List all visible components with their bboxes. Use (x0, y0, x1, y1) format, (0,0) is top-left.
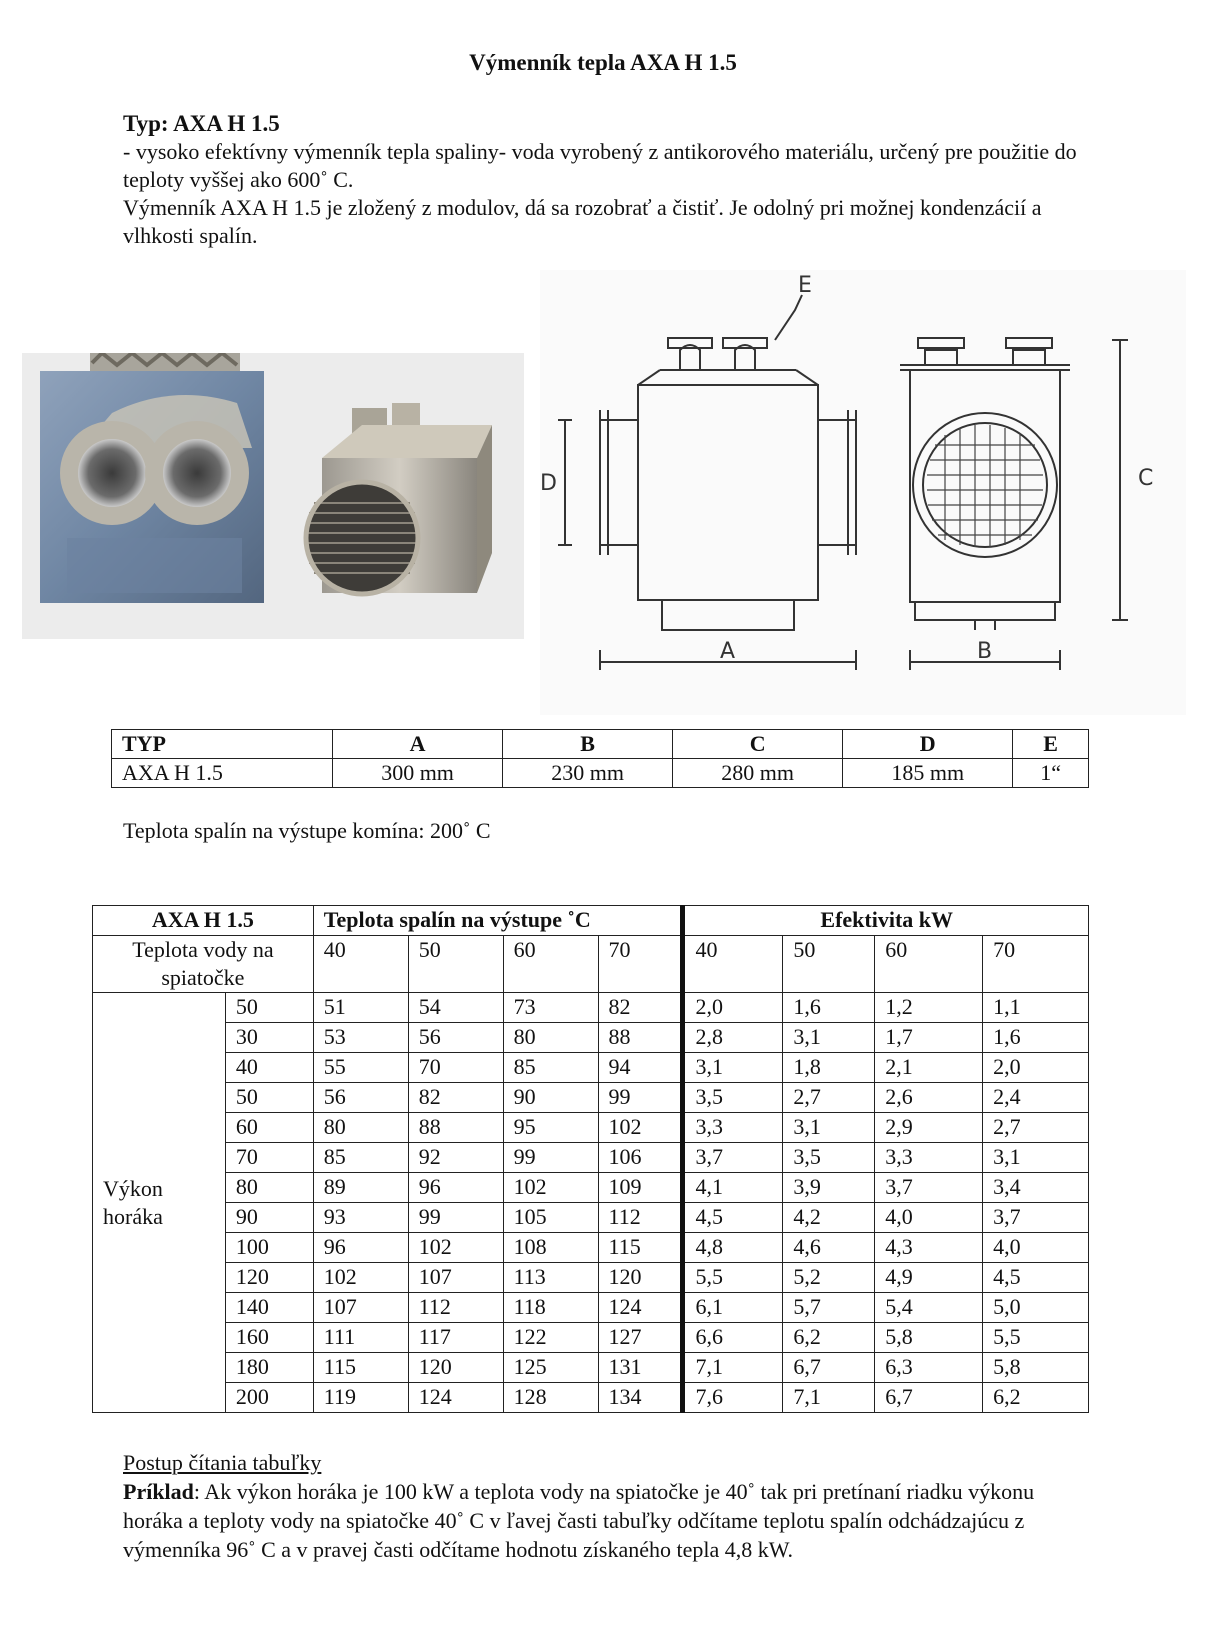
perf-flue-cell: 106 (598, 1143, 683, 1173)
dimensions-header-row (112, 730, 1089, 759)
perf-water-row (93, 936, 1089, 993)
perf-flue-cell: 105 (503, 1203, 598, 1233)
perf-flue-cell: 96 (408, 1173, 503, 1203)
perf-flue-cell: 70 (408, 1053, 503, 1083)
perf-flue-cell: 102 (408, 1233, 503, 1263)
perf-flue-cell: 109 (598, 1173, 683, 1203)
perf-eff-cell: 4,0 (875, 1203, 983, 1233)
perf-row (93, 1113, 1089, 1143)
perf-water-label: Teplota vody na spiatočke (93, 936, 314, 993)
intro-description: - vysoko efektívny výmenník tepla spaliny- voda vyrobený z antikorového materiálu, určený pre použitie do teploty vyššej ako 600˚ C. (123, 139, 1077, 192)
perf-body (93, 993, 1089, 1413)
perf-flue-cell: 120 (408, 1353, 503, 1383)
perf-eff-cell: 3,7 (683, 1143, 783, 1173)
perf-flue-temp-40: 40 (313, 936, 408, 993)
drawing-label-b: B (977, 639, 993, 664)
perf-eff-cell: 2,0 (683, 993, 783, 1023)
dims-header-c: C (673, 730, 843, 759)
perf-eff-temp-40: 40 (683, 936, 783, 993)
perf-flue-cell: 118 (503, 1293, 598, 1323)
dims-value-e: 1“ (1013, 759, 1089, 788)
perf-efficiency-header: Efektivita kW (683, 906, 1089, 936)
dims-value-a: 300 mm (333, 759, 503, 788)
perf-eff-cell: 1,7 (875, 1023, 983, 1053)
perf-eff-cell: 3,1 (983, 1143, 1089, 1173)
intro-modules: Výmenník AXA H 1.5 je zložený z modulov, dá sa rozobrať a čistiť. Je odolný pri možnej kondenzácií a vlhkosti spalín. (123, 195, 1042, 248)
reading-instructions (123, 1448, 1083, 1564)
perf-burner-power: 80 (225, 1173, 313, 1203)
perf-eff-cell: 2,9 (875, 1113, 983, 1143)
perf-flue-temp-60: 60 (503, 936, 598, 993)
perf-flue-cell: 112 (408, 1293, 503, 1323)
perf-flue-cell: 102 (503, 1173, 598, 1203)
dims-value-b: 230 mm (503, 759, 673, 788)
perf-eff-cell: 5,7 (783, 1293, 875, 1323)
perf-flue-cell: 134 (598, 1383, 683, 1413)
perf-eff-cell: 5,5 (683, 1263, 783, 1293)
perf-flue-cell: 107 (313, 1293, 408, 1323)
dims-header-d: D (843, 730, 1013, 759)
performance-table (92, 905, 1089, 1413)
perf-row (93, 1203, 1089, 1233)
perf-flue-cell: 122 (503, 1323, 598, 1353)
perf-eff-cell: 2,6 (875, 1083, 983, 1113)
perf-eff-cell: 5,8 (875, 1323, 983, 1353)
dimensions-table (111, 729, 1089, 788)
instructions-example (123, 1477, 1083, 1564)
perf-row (93, 1293, 1089, 1323)
perf-flue-cell: 124 (408, 1383, 503, 1413)
perf-eff-cell: 2,8 (683, 1023, 783, 1053)
perf-flue-cell: 94 (598, 1053, 683, 1083)
perf-eff-cell: 5,8 (983, 1353, 1089, 1383)
perf-eff-cell: 4,2 (783, 1203, 875, 1233)
perf-burner-power: 50 (225, 1083, 313, 1113)
perf-flue-cell: 80 (313, 1113, 408, 1143)
dimensions-value-row (112, 759, 1089, 788)
perf-flue-cell: 73 (503, 993, 598, 1023)
perf-flue-cell: 89 (313, 1173, 408, 1203)
perf-burner-power: 160 (225, 1323, 313, 1353)
perf-flue-cell: 117 (408, 1323, 503, 1353)
perf-row (93, 1263, 1089, 1293)
perf-eff-cell: 1,1 (983, 993, 1089, 1023)
perf-flue-cell: 56 (313, 1083, 408, 1113)
perf-flue-cell: 124 (598, 1293, 683, 1323)
perf-eff-cell: 2,7 (783, 1083, 875, 1113)
perf-flue-cell: 93 (313, 1203, 408, 1233)
flue-temperature-note: Teplota spalín na výstupe komína: 200˚ C (123, 818, 491, 843)
perf-flue-cell: 92 (408, 1143, 503, 1173)
perf-flue-cell: 99 (408, 1203, 503, 1233)
perf-eff-cell: 3,3 (875, 1143, 983, 1173)
perf-flue-cell: 99 (598, 1083, 683, 1113)
perf-row (93, 1353, 1089, 1383)
perf-eff-cell: 3,5 (683, 1083, 783, 1113)
perf-eff-cell: 3,3 (683, 1113, 783, 1143)
perf-flue-temp-70: 70 (598, 936, 683, 993)
perf-flue-cell: 95 (503, 1113, 598, 1143)
perf-flue-cell: 115 (313, 1353, 408, 1383)
perf-eff-cell: 3,1 (683, 1053, 783, 1083)
exchanger-photo-front (40, 353, 264, 603)
perf-flue-cell: 55 (313, 1053, 408, 1083)
perf-eff-cell: 5,0 (983, 1293, 1089, 1323)
perf-eff-cell: 7,1 (783, 1383, 875, 1413)
perf-eff-cell: 3,7 (875, 1173, 983, 1203)
perf-eff-cell: 7,6 (683, 1383, 783, 1413)
perf-eff-cell: 6,6 (683, 1323, 783, 1353)
perf-burner-power: 60 (225, 1113, 313, 1143)
perf-eff-cell: 4,8 (683, 1233, 783, 1263)
perf-burner-power: 100 (225, 1233, 313, 1263)
perf-burner-power: 90 (225, 1203, 313, 1233)
perf-flue-cell: 53 (313, 1023, 408, 1053)
perf-eff-cell: 3,7 (983, 1203, 1089, 1233)
product-photos (22, 353, 524, 639)
example-label: Príklad (123, 1479, 194, 1504)
perf-eff-cell: 2,1 (875, 1053, 983, 1083)
perf-eff-cell: 5,2 (783, 1263, 875, 1293)
dims-value-d: 185 mm (843, 759, 1013, 788)
perf-flue-cell: 128 (503, 1383, 598, 1413)
perf-flue-cell: 82 (598, 993, 683, 1023)
perf-eff-cell: 1,6 (983, 1023, 1089, 1053)
perf-flue-cell: 96 (313, 1233, 408, 1263)
perf-burner-power: 50 (225, 993, 313, 1023)
perf-eff-cell: 4,6 (783, 1233, 875, 1263)
perf-header-row (93, 906, 1089, 936)
perf-eff-cell: 2,7 (983, 1113, 1089, 1143)
technical-drawing-graphic (540, 270, 1186, 715)
perf-row (93, 1383, 1089, 1413)
perf-flue-temp-50: 50 (408, 936, 503, 993)
intro-section (123, 110, 1083, 250)
perf-flue-cell: 125 (503, 1353, 598, 1383)
page-title: Výmenník tepla AXA H 1.5 (469, 50, 737, 75)
perf-flue-cell: 131 (598, 1353, 683, 1383)
perf-eff-cell: 5,5 (983, 1323, 1089, 1353)
perf-eff-cell: 6,3 (875, 1353, 983, 1383)
perf-flue-cell: 112 (598, 1203, 683, 1233)
perf-flue-cell: 127 (598, 1323, 683, 1353)
perf-eff-cell: 4,0 (983, 1233, 1089, 1263)
dims-header-b: B (503, 730, 673, 759)
dims-header-typ: TYP (112, 730, 333, 759)
drawing-label-d: D (540, 471, 557, 496)
perf-flue-cell: 88 (408, 1113, 503, 1143)
perf-flue-cell: 107 (408, 1263, 503, 1293)
perf-burner-label: Výkon horáka (93, 993, 226, 1413)
perf-flue-cell: 85 (503, 1053, 598, 1083)
perf-flue-cell: 108 (503, 1233, 598, 1263)
perf-flue-cell: 119 (313, 1383, 408, 1413)
perf-eff-cell: 4,5 (983, 1263, 1089, 1293)
perf-flue-cell: 85 (313, 1143, 408, 1173)
perf-flue-cell: 102 (313, 1263, 408, 1293)
perf-flue-cell: 111 (313, 1323, 408, 1353)
perf-eff-temp-70: 70 (983, 936, 1089, 993)
perf-burner-power: 200 (225, 1383, 313, 1413)
perf-eff-temp-50: 50 (783, 936, 875, 993)
perf-flue-cell: 90 (503, 1083, 598, 1113)
technical-drawing (540, 270, 1186, 715)
perf-flue-cell: 102 (598, 1113, 683, 1143)
exchanger-photo-side (306, 403, 492, 594)
perf-burner-power: 180 (225, 1353, 313, 1383)
perf-flue-cell: 99 (503, 1143, 598, 1173)
perf-flue-cell: 115 (598, 1233, 683, 1263)
perf-eff-cell: 6,7 (783, 1353, 875, 1383)
dims-value-typ: AXA H 1.5 (112, 759, 333, 788)
perf-row (93, 1323, 1089, 1353)
perf-burner-power: 30 (225, 1023, 313, 1053)
perf-eff-cell: 6,2 (983, 1383, 1089, 1413)
perf-eff-cell: 4,3 (875, 1233, 983, 1263)
drawing-label-e: E (798, 273, 812, 298)
perf-eff-cell: 4,9 (875, 1263, 983, 1293)
perf-row (93, 1233, 1089, 1263)
perf-eff-cell: 2,4 (983, 1083, 1089, 1113)
perf-eff-cell: 3,5 (783, 1143, 875, 1173)
perf-eff-cell: 3,1 (783, 1113, 875, 1143)
perf-eff-cell: 4,1 (683, 1173, 783, 1203)
instructions-heading: Postup čítania tabuľky (123, 1450, 322, 1475)
perf-row (93, 993, 1089, 1023)
perf-burner-power: 40 (225, 1053, 313, 1083)
perf-eff-cell: 3,4 (983, 1173, 1089, 1203)
perf-flue-header: Teplota spalín na výstupe ˚C (313, 906, 683, 936)
perf-eff-cell: 6,1 (683, 1293, 783, 1323)
perf-flue-cell: 54 (408, 993, 503, 1023)
dims-value-c: 280 mm (673, 759, 843, 788)
perf-eff-cell: 1,6 (783, 993, 875, 1023)
perf-model-header: AXA H 1.5 (93, 906, 314, 936)
perf-flue-cell: 120 (598, 1263, 683, 1293)
perf-eff-cell: 3,9 (783, 1173, 875, 1203)
perf-eff-temp-60: 60 (875, 936, 983, 993)
perf-flue-cell: 80 (503, 1023, 598, 1053)
perf-flue-cell: 113 (503, 1263, 598, 1293)
drawing-label-a: A (720, 639, 736, 664)
perf-eff-cell: 4,5 (683, 1203, 783, 1233)
product-photo-graphic (22, 353, 524, 639)
dims-header-a: A (333, 730, 503, 759)
perf-flue-cell: 82 (408, 1083, 503, 1113)
perf-burner-power: 70 (225, 1143, 313, 1173)
perf-eff-cell: 6,2 (783, 1323, 875, 1353)
perf-row (93, 1173, 1089, 1203)
perf-row (93, 1143, 1089, 1173)
perf-eff-cell: 1,2 (875, 993, 983, 1023)
perf-row (93, 1053, 1089, 1083)
perf-burner-power: 120 (225, 1263, 313, 1293)
perf-flue-cell: 56 (408, 1023, 503, 1053)
perf-row (93, 1023, 1089, 1053)
perf-eff-cell: 7,1 (683, 1353, 783, 1383)
type-line: Typ: AXA H 1.5 (123, 111, 280, 136)
perf-eff-cell: 5,4 (875, 1293, 983, 1323)
perf-row (93, 1083, 1089, 1113)
perf-burner-power: 140 (225, 1293, 313, 1323)
perf-flue-cell: 51 (313, 993, 408, 1023)
perf-eff-cell: 2,0 (983, 1053, 1089, 1083)
example-text: : Ak výkon horáka je 100 kW a teplota vody na spiatočke je 40˚ tak pri pretínaní riadku výkonu horáka a teploty vody na spiatočke 40˚ C v ľavej časti tabuľky odčítame teplotu spalín odchádzajúcu z výmenníka 96˚ C a v pravej časti odčítame hodnotu získaného tepla 4,8 kW. (123, 1479, 1035, 1562)
perf-eff-cell: 1,8 (783, 1053, 875, 1083)
perf-eff-cell: 6,7 (875, 1383, 983, 1413)
drawing-label-c: C (1138, 466, 1154, 491)
perf-eff-cell: 3,1 (783, 1023, 875, 1053)
perf-flue-cell: 88 (598, 1023, 683, 1053)
dims-header-e: E (1013, 730, 1089, 759)
